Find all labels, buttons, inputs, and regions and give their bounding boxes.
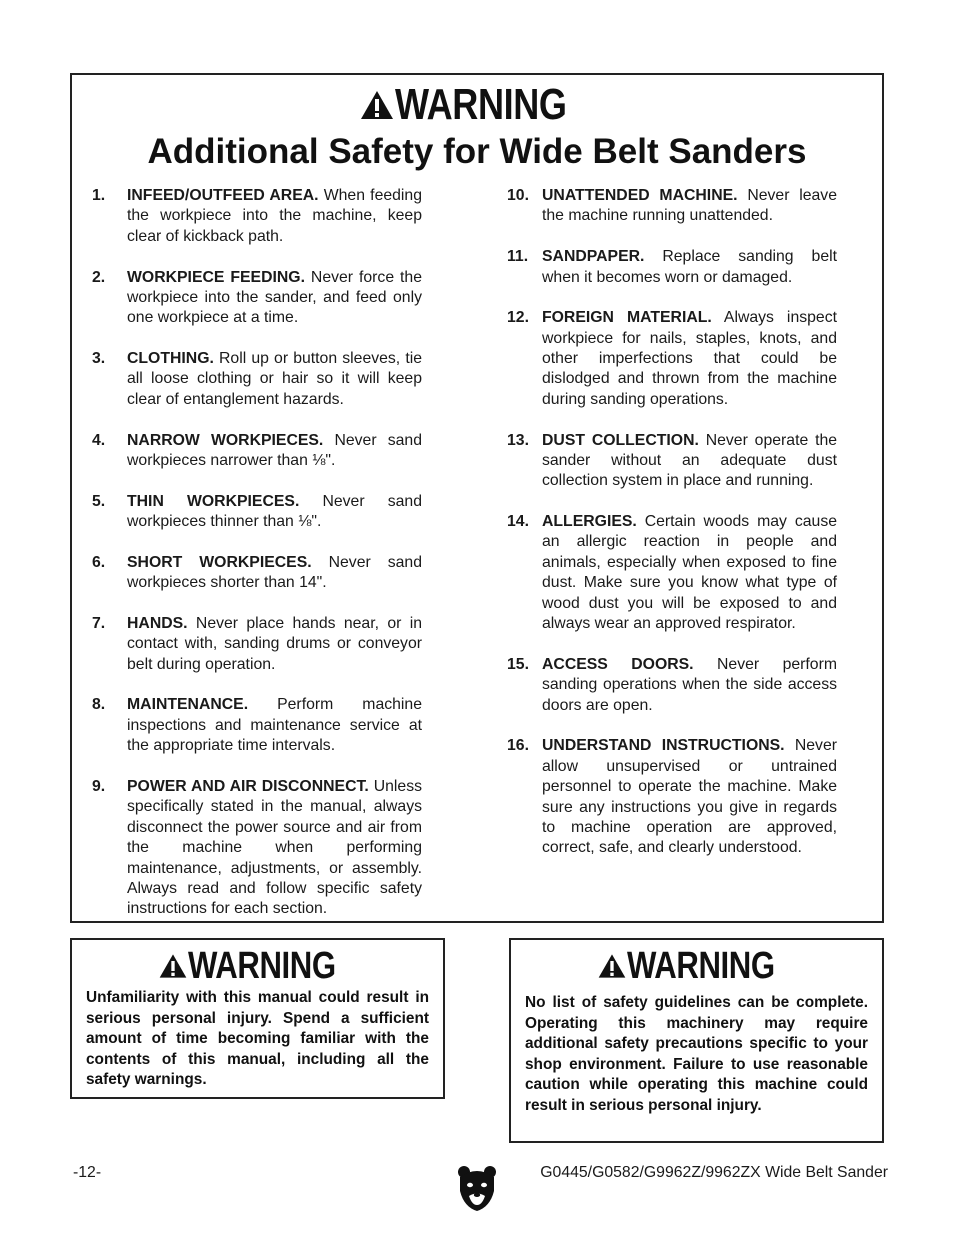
- safety-item-number: 3.: [92, 350, 106, 368]
- safety-item-heading: DUST COLLECTION.: [542, 431, 699, 449]
- safety-item: [92, 268, 422, 329]
- safety-item: [92, 431, 422, 472]
- safety-item: [92, 186, 422, 247]
- safety-item-text: [127, 492, 422, 533]
- safety-item-body: Never force the workpiece into the sander, and feed only one workpiece at a time.: [127, 268, 422, 327]
- safety-item-body: Unless specifically stated in the manual, always disconnect the power source and air from the machine when performing maintenance, adjustments, or assembly. Always read and follow specific safety instructions for each section.: [127, 777, 422, 918]
- safety-item: [92, 777, 422, 920]
- warning-triangle-icon: [359, 89, 395, 121]
- main-warning-signal-word: WARNING: [395, 80, 567, 129]
- safety-item-number: 1.: [92, 187, 106, 204]
- safety-item-body: Perform machine inspections and maintenance service at the appropriate time intervals.: [127, 696, 422, 755]
- safety-item-number: 14.: [507, 513, 529, 531]
- safety-item-heading: MAINTENANCE.: [127, 696, 249, 714]
- safety-item: [92, 553, 422, 594]
- safety-item: [92, 695, 422, 756]
- safety-item-body: Never operate the sander without an adequate dust collection system in place and running.: [542, 431, 838, 490]
- safety-item-heading: THIN WORKPIECES.: [127, 492, 300, 510]
- safety-item-text: [127, 777, 422, 920]
- warning-triangle-icon: [158, 952, 188, 980]
- safety-item-body: Certain woods may cause an allergic reaction in people and animals, especially when exposed to fine dust. Make sure you know what type of wood dust you will be exposed to and always wear an approved respirator.: [542, 513, 837, 633]
- safety-item-number: 16.: [507, 737, 529, 755]
- safety-item: [507, 431, 837, 492]
- safety-item-number: 7.: [92, 614, 106, 632]
- safety-item-text: [127, 186, 422, 247]
- safety-item: [507, 186, 837, 227]
- safety-item-heading: ACCESS DOORS.: [542, 655, 694, 673]
- safety-item-number: 10.: [507, 187, 529, 204]
- safety-item-heading: POWER AND AIR DISCONNECT.: [127, 777, 369, 795]
- safety-item-text: [542, 186, 837, 227]
- safety-item: [507, 512, 837, 634]
- safety-item-heading: INFEED/OUTFEED AREA.: [127, 187, 319, 204]
- safety-item: [92, 614, 422, 675]
- main-warning-box: [70, 73, 884, 923]
- guidelines-warning-header: [511, 946, 882, 986]
- model-footer: G0445/G0582/G9962Z/9962ZX Wide Belt Sander: [540, 1164, 888, 1181]
- main-warning-header: [72, 81, 882, 129]
- safety-item-heading: FOREIGN MATERIAL.: [542, 309, 712, 327]
- safety-item-text: [127, 695, 422, 756]
- safety-item-heading: ALLERGIES.: [542, 513, 637, 531]
- safety-item-body: When feeding the workpiece into the machine, keep clear of kickback path.: [127, 187, 423, 245]
- safety-item-heading: CLOTHING.: [127, 350, 214, 368]
- safety-item-number: 12.: [507, 309, 529, 327]
- safety-item-heading: SHORT WORKPIECES.: [127, 553, 312, 571]
- safety-item-text: [542, 736, 837, 858]
- main-warning-title: Additional Safety for Wide Belt Sanders: [147, 132, 807, 171]
- safety-item-text: [127, 431, 422, 472]
- safety-item-text: [127, 553, 422, 594]
- manual-warning-signal-word: WARNING: [187, 945, 336, 987]
- warning-triangle-icon: [597, 952, 627, 980]
- safety-item: [507, 655, 837, 716]
- safety-item-body: Never sand workpieces narrower than ⅛".: [127, 431, 422, 469]
- manual-warning-box: [70, 938, 445, 1099]
- page-number: -12-: [73, 1164, 102, 1181]
- safety-item-text: [542, 512, 837, 634]
- safety-item-number: 9.: [92, 777, 106, 795]
- guidelines-warning-signal-word: WARNING: [626, 945, 775, 987]
- safety-item-heading: HANDS.: [127, 614, 188, 632]
- safety-item: [507, 247, 837, 288]
- safety-item-text: [127, 614, 422, 675]
- right-safety-list: [507, 186, 837, 879]
- safety-item-number: 15.: [507, 655, 529, 673]
- safety-item: [92, 492, 422, 533]
- safety-item-text: [127, 268, 422, 329]
- guidelines-warning-text: No list of safety guidelines can be complete. Operating this machinery may require additional safety precautions specific to your shop environment. Failure to use reasonable caution while operating this machine could result in serious personal injury.: [525, 994, 868, 1114]
- safety-item-body: Never perform sanding operations when the side access doors are open.: [542, 655, 838, 714]
- safety-item-text: [542, 308, 837, 410]
- bear-head-logo-icon: [456, 1163, 498, 1213]
- safety-item: [507, 736, 837, 858]
- safety-item-number: 6.: [92, 553, 106, 571]
- safety-item-body: Roll up or button sleeves, tie all loose clothing or hair so it will keep clear of entanglement hazards.: [127, 350, 423, 408]
- safety-item-text: [542, 247, 837, 288]
- left-safety-list: [92, 186, 422, 940]
- safety-item-text: [542, 431, 837, 492]
- safety-item-body: Never allow unsupervised or untrained personnel to operate the machine. Make sure any instructions you give in regards to machine operation are approved, correct, safe, and clearly understood.: [542, 737, 837, 857]
- safety-item-body: Replace sanding belt when it becomes worn or damaged.: [542, 248, 838, 286]
- safety-item-heading: NARROW WORKPIECES.: [127, 431, 324, 449]
- safety-item-text: [542, 655, 837, 716]
- safety-item-heading: SANDPAPER.: [542, 248, 645, 266]
- safety-item-body: Never place hands near, or in contact with, sanding drums or conveyor belt during operation.: [127, 614, 422, 673]
- safety-item-heading: UNDERSTAND INSTRUCTIONS.: [542, 737, 785, 755]
- safety-item-heading: WORKPIECE FEEDING.: [127, 268, 305, 286]
- safety-item-body: Never leave the machine running unattended.: [542, 187, 837, 225]
- safety-item-heading: UNATTENDED MACHINE.: [542, 187, 738, 204]
- safety-item-number: 8.: [92, 696, 106, 714]
- safety-item-text: [127, 349, 422, 410]
- safety-item-number: 11.: [507, 248, 529, 266]
- safety-item-number: 5.: [92, 492, 106, 510]
- guidelines-warning-box: [509, 938, 884, 1143]
- safety-item-body: Never sand workpieces shorter than 14".: [127, 553, 422, 592]
- manual-warning-header: [72, 946, 443, 986]
- safety-item: [507, 308, 837, 410]
- safety-item: [92, 349, 422, 410]
- manual-warning-text: Unfamiliarity with this manual could result in serious personal injury. Spend a sufficient amount of time becoming familiar with the contents of this manual, including all the safety warnings.: [86, 989, 429, 1088]
- safety-item-body: Always inspect workpiece for nails, staples, knots, and other imperfections that could be dislodged and thrown from the machine during sanding operations.: [542, 309, 837, 408]
- safety-item-body: Never sand workpieces thinner than ⅛".: [127, 492, 422, 531]
- safety-item-number: 2.: [92, 268, 106, 286]
- safety-item-number: 13.: [507, 431, 529, 449]
- safety-item-number: 4.: [92, 431, 106, 449]
